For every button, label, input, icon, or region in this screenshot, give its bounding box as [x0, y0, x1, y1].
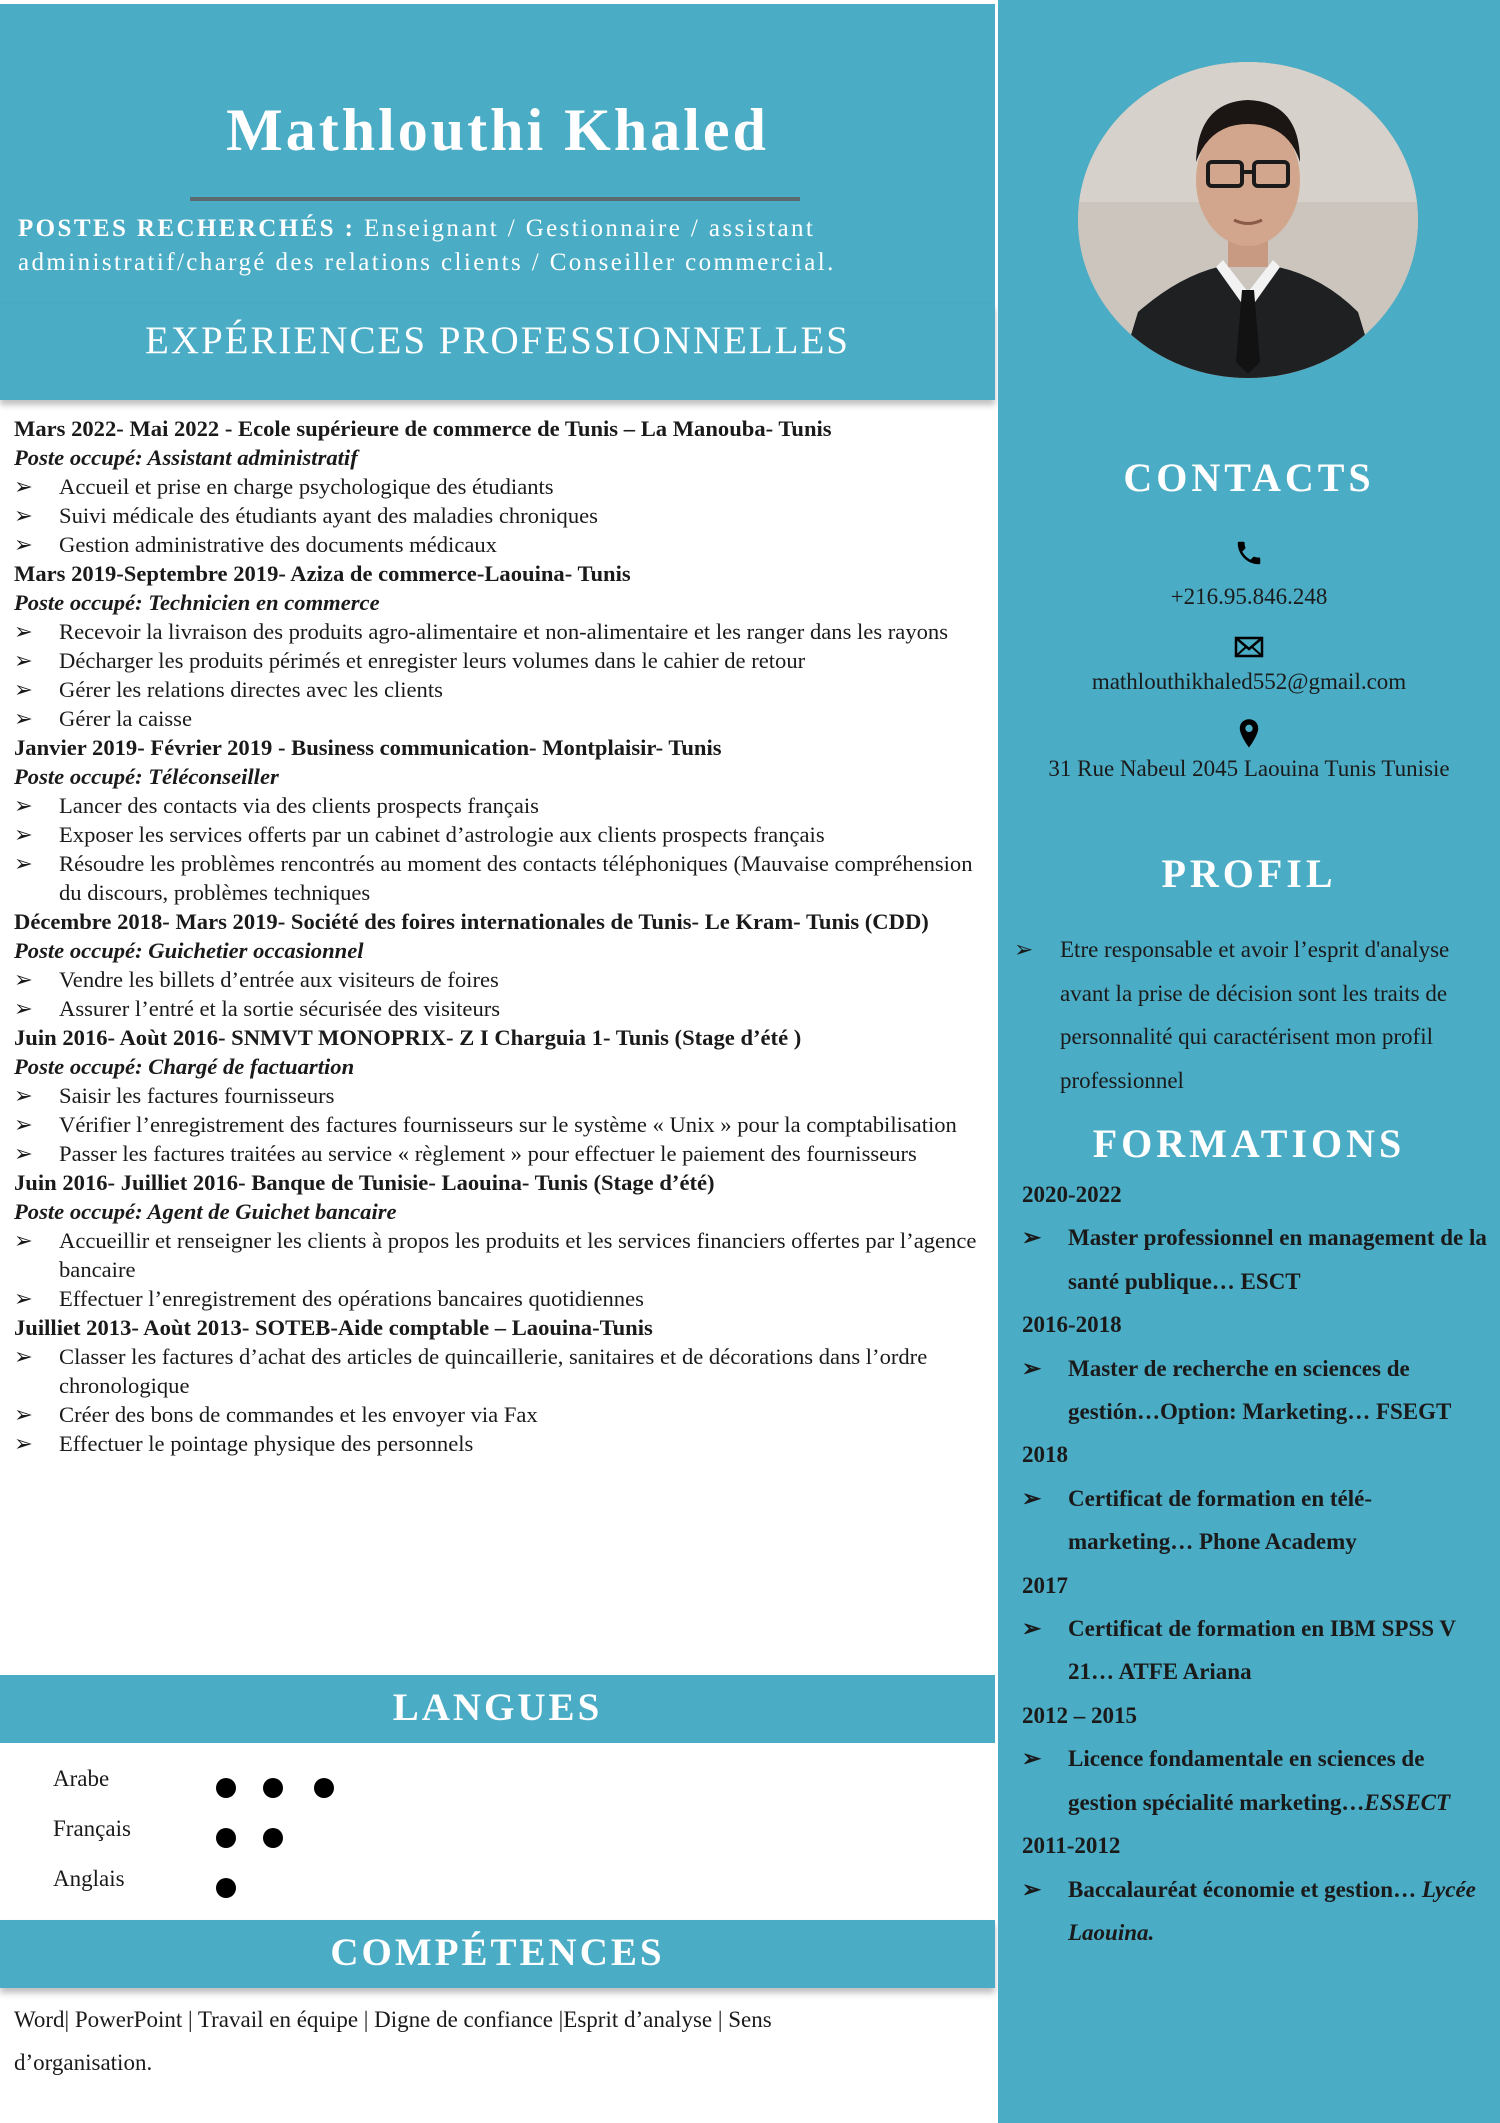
bullet-icon: ➢: [14, 793, 33, 818]
formation-entry: [1022, 1564, 1492, 1694]
formation-years: 2012 – 2015: [1022, 1702, 1137, 1728]
bullet-icon: ➢: [1022, 1616, 1042, 1642]
contacts-title: CONTACTS: [1123, 455, 1375, 500]
bullet-icon: ➢: [14, 1344, 33, 1369]
task-text: Exposer les services offerts par un cabinet d’astrologie aux clients prospects français: [59, 822, 825, 847]
task-text: Vérifier l’enregistrement des factures fournisseurs sur le système « Unix » pour la comptabilisation: [59, 1112, 957, 1137]
bullet-icon: ➢: [14, 503, 33, 528]
bullet-icon: ➢: [14, 851, 33, 876]
formation-entry: [1022, 1694, 1492, 1824]
task-item: [14, 501, 994, 530]
job-header: Janvier 2019- Février 2019 - Business communication- Montplaisir- Tunis: [14, 735, 722, 760]
job-entry: [14, 1023, 994, 1168]
formation-entry: [1022, 1303, 1492, 1433]
task-item: [14, 1081, 994, 1110]
formation-desc: Certificat de formation en IBM SPSS V 21… ATFE Ariana: [1068, 1616, 1456, 1685]
languages-title: LANGUES: [392, 1686, 603, 1729]
bullet-icon: ➢: [1022, 1355, 1042, 1381]
envelope-icon: [1234, 632, 1264, 662]
formation-desc: Master professionnel en management de la santé publique… ESCT: [1068, 1225, 1487, 1294]
language-name: Arabe: [53, 1766, 110, 1791]
formation-item: [1022, 1216, 1492, 1303]
formation-years: 2020-2022: [1022, 1182, 1122, 1207]
task-item: [14, 1226, 994, 1284]
task-text: Lancer des contacts via des clients prospects français: [59, 793, 539, 818]
job-header: Juin 2016- Aoùt 2016- SNMVT MONOPRIX- Z I Charguia 1- Tunis (Stage d’été ): [14, 1025, 802, 1050]
bullet-icon: ➢: [14, 619, 33, 644]
task-text: Recevoir la livraison des produits agro-alimentaire et non-alimentaire et les ranger dans les rayons: [59, 619, 949, 644]
task-text: Effectuer l’enregistrement des opérations bancaires quotidiennes: [59, 1286, 644, 1311]
profile-photo: [1078, 62, 1418, 378]
level-dot: [216, 1778, 236, 1798]
formation-years: 2011-2012: [1022, 1833, 1121, 1859]
task-text: Effectuer le pointage physique des personnels: [59, 1431, 474, 1456]
job-role: Poste occupé: Agent de Guichet bancaire: [14, 1199, 397, 1224]
task-item: [14, 849, 994, 907]
bullet-icon: ➢: [14, 1402, 33, 1427]
formation-years: 2017: [1022, 1572, 1068, 1598]
formation-item: [1022, 1347, 1492, 1434]
postes-label: POSTES RECHERCHÉS :: [18, 215, 356, 242]
task-item: [14, 704, 994, 733]
task-item: [14, 617, 994, 646]
bullet-icon: ➢: [14, 1083, 33, 1108]
task-text: Accueil et prise en charge psychologique des étudiants: [59, 474, 554, 499]
job-header: Juilliet 2013- Aoùt 2013- SOTEB-Aide comptable – Laouina-Tunis: [14, 1315, 653, 1340]
experience-list: [14, 414, 994, 1458]
profil-description: Etre responsable et avoir l’esprit d'analyse avant la prise de décision sont les traits de personnalité qui caractérisent mon profil professionnel: [1060, 937, 1450, 1093]
job-header: Mars 2019-Septembre 2019- Aziza de commerce-Laouina- Tunis: [14, 561, 631, 586]
bullet-icon: ➢: [14, 1431, 33, 1456]
bullet-icon: ➢: [1022, 1225, 1042, 1251]
phone-number[interactable]: +216.95.846.248: [1170, 584, 1328, 609]
bullet-icon: ➢: [1014, 937, 1034, 962]
task-item: [14, 1342, 994, 1400]
postes-recherches: [18, 212, 978, 280]
task-item: [14, 994, 994, 1023]
bullet-icon: ➢: [14, 822, 33, 847]
bullet-icon: ➢: [14, 532, 33, 557]
task-item: [14, 530, 994, 559]
formation-desc: Baccalauréat économie et gestion…: [1068, 1876, 1422, 1902]
candidate-name: Mathlouthi Khaled: [226, 97, 769, 163]
task-item: [14, 1429, 994, 1458]
task-item: [14, 1284, 994, 1313]
formation-school: ESSECT: [1364, 1789, 1451, 1815]
level-dot: [216, 1828, 236, 1848]
task-text: Gérer les relations directes avec les clients: [59, 677, 443, 702]
task-item: [14, 675, 994, 704]
task-text: Suivi médicale des étudiants ayant des maladies chroniques: [59, 503, 598, 528]
task-item: [14, 1400, 994, 1429]
competences-text: Word| PowerPoint | Travail en équipe | Digne de confiance |Esprit d’analyse | Sens d’organisation.: [14, 2007, 772, 2075]
task-text: Gestion administrative des documents médicaux: [59, 532, 497, 557]
formation-entry: [1022, 1824, 1492, 1954]
competences-title: COMPÉTENCES: [330, 1931, 665, 1974]
level-dot: [314, 1778, 334, 1798]
formation-desc: Master de recherche en sciences de gestión…Option: Marketing… FSEGT: [1068, 1355, 1452, 1425]
phone-icon: [1234, 538, 1264, 568]
formation-item: [1022, 1737, 1492, 1824]
bullet-icon: ➢: [1022, 1876, 1042, 1902]
email-link[interactable]: mathlouthikhaled552@gmail.com: [1091, 669, 1407, 694]
name-divider: [190, 197, 800, 201]
formations-list: [1022, 1173, 1492, 1954]
task-text: Résoudre les problèmes rencontrés au moment des contacts téléphoniques (Mauvaise compréhension du discours, problèmes techniques: [59, 851, 973, 905]
task-item: [14, 820, 994, 849]
formations-title: FORMATIONS: [1092, 1121, 1406, 1166]
job-role: Poste occupé: Chargé de factuartion: [14, 1054, 355, 1079]
profil-title: PROFIL: [1161, 851, 1337, 896]
task-item: [14, 1139, 994, 1168]
level-dot: [216, 1878, 236, 1898]
profil-text: [1014, 928, 1484, 1102]
job-header: Mars 2022- Mai 2022 - Ecole supérieure de commerce de Tunis – La Manouba- Tunis: [14, 416, 832, 441]
task-item: [14, 1110, 994, 1139]
bullet-icon: ➢: [14, 677, 33, 702]
language-name: Anglais: [53, 1866, 125, 1891]
experience-title: EXPÉRIENCES PROFESSIONNELLES: [145, 319, 850, 362]
task-item: [14, 472, 994, 501]
job-entry: [14, 1168, 994, 1313]
job-role: Poste occupé: Assistant administratif: [14, 445, 358, 470]
bullet-icon: ➢: [1022, 1485, 1042, 1511]
task-item: [14, 646, 994, 675]
language-name: Français: [53, 1816, 131, 1841]
bullet-icon: ➢: [14, 474, 33, 499]
bullet-icon: ➢: [14, 1112, 33, 1137]
task-item: [14, 791, 994, 820]
job-entry: [14, 559, 994, 733]
task-text: Gérer la caisse: [59, 706, 192, 731]
task-text: Créer des bons de commandes et les envoyer via Fax: [59, 1402, 538, 1427]
bullet-icon: ➢: [14, 648, 33, 673]
formation-years: 2018: [1022, 1442, 1068, 1468]
formation-item: [1022, 1477, 1492, 1564]
formation-desc: Certificat de formation en télé-marketing… Phone Academy: [1068, 1485, 1372, 1555]
job-entry: [14, 1313, 994, 1458]
formation-years: 2016-2018: [1022, 1312, 1122, 1338]
bullet-icon: ➢: [14, 1228, 33, 1253]
task-text: Accueillir et renseigner les clients à propos les produits et les services financiers offertes par l’agence bancaire: [59, 1228, 977, 1282]
location-pin-icon: [1234, 718, 1264, 748]
job-header: Décembre 2018- Mars 2019- Société des foires internationales de Tunis- Le Kram- Tunis (CDD): [14, 909, 929, 934]
job-role: Poste occupé: Téléconseiller: [14, 764, 279, 789]
task-text: Décharger les produits périmés et enregister leurs volumes dans le cahier de retour: [59, 648, 806, 673]
level-dot: [263, 1778, 283, 1798]
formation-entry: [1022, 1173, 1492, 1303]
formation-school: Lycée Laouina.: [1068, 1876, 1476, 1945]
task-text: Vendre les billets d’entrée aux visiteurs de foires: [59, 967, 499, 992]
job-entry: [14, 907, 994, 1023]
bullet-icon: ➢: [1022, 1746, 1042, 1772]
formation-desc: Licence fondamentale en sciences de gestion spécialité marketing…: [1068, 1746, 1425, 1815]
job-role: Poste occupé: Guichetier occasionnel: [14, 938, 364, 963]
address: 31 Rue Nabeul 2045 Laouina Tunis Tunisie: [1048, 756, 1450, 781]
bullet-icon: ➢: [14, 706, 33, 731]
level-dot: [263, 1828, 283, 1848]
task-text: Passer les factures traitées au service « règlement » pour effectuer le paiement des fournisseurs: [59, 1141, 917, 1166]
bullet-icon: ➢: [14, 967, 33, 992]
job-entry: [14, 414, 994, 559]
task-text: Saisir les factures fournisseurs: [59, 1083, 335, 1108]
formation-entry: [1022, 1433, 1492, 1563]
task-item: [14, 965, 994, 994]
formation-item: [1022, 1607, 1492, 1694]
job-header: Juin 2016- Juilliet 2016- Banque de Tunisie- Laouina- Tunis (Stage d’été): [14, 1170, 715, 1195]
job-entry: [14, 733, 994, 907]
bullet-icon: ➢: [14, 1141, 33, 1166]
task-text: Classer les factures d’achat des articles de quincaillerie, sanitaires et de décorations dans l’ordre chronologique: [59, 1344, 928, 1398]
postes-text: Enseignant / Gestionnaire / assistant administratif/chargé des relations clients / Conseiller commercial.: [18, 215, 836, 276]
task-text: Assurer l’entré et la sortie sécurisée des visiteurs: [59, 996, 501, 1021]
bullet-icon: ➢: [14, 996, 33, 1021]
job-role: Poste occupé: Technicien en commerce: [14, 590, 380, 615]
formation-item: [1022, 1868, 1492, 1955]
bullet-icon: ➢: [14, 1286, 33, 1311]
